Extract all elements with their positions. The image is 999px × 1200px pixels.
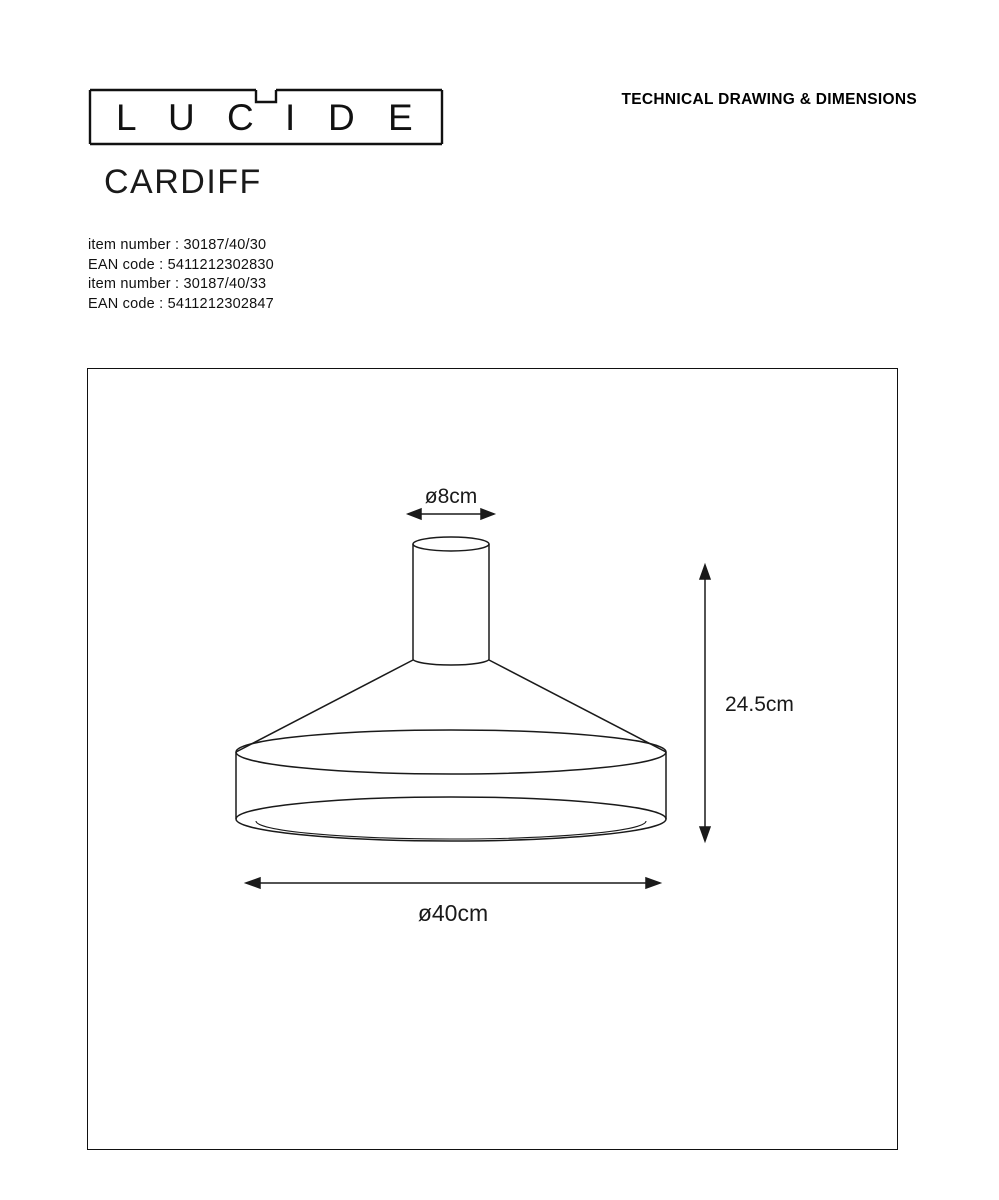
ean-code-2: EAN code : 5411212302847: [88, 295, 274, 312]
item-number-2: item number : 30187/40/33: [88, 276, 267, 292]
dimension-top-diameter: ø8cm: [424, 485, 478, 508]
dimension-bottom-diameter: ø40cm: [417, 900, 489, 926]
svg-text:C: C: [227, 97, 254, 138]
lucide-logo: [88, 88, 444, 146]
page-title: TECHNICAL DRAWING & DIMENSIONS: [621, 91, 917, 108]
lamp-technical-drawing: [88, 369, 897, 1149]
svg-text:I: I: [285, 97, 296, 138]
ean-code-1: EAN code : 5411212302830: [88, 256, 274, 273]
technical-drawing-frame: [87, 368, 898, 1150]
item-number-1: item number : 30187/40/30: [88, 237, 267, 253]
svg-text:L: L: [116, 97, 137, 138]
svg-text:U: U: [168, 97, 195, 138]
svg-text:E: E: [388, 97, 413, 138]
svg-text:D: D: [328, 97, 355, 138]
product-name: CARDIFF: [104, 163, 262, 201]
dimension-height: 24.5cm: [725, 693, 794, 716]
product-codes: [88, 236, 274, 314]
